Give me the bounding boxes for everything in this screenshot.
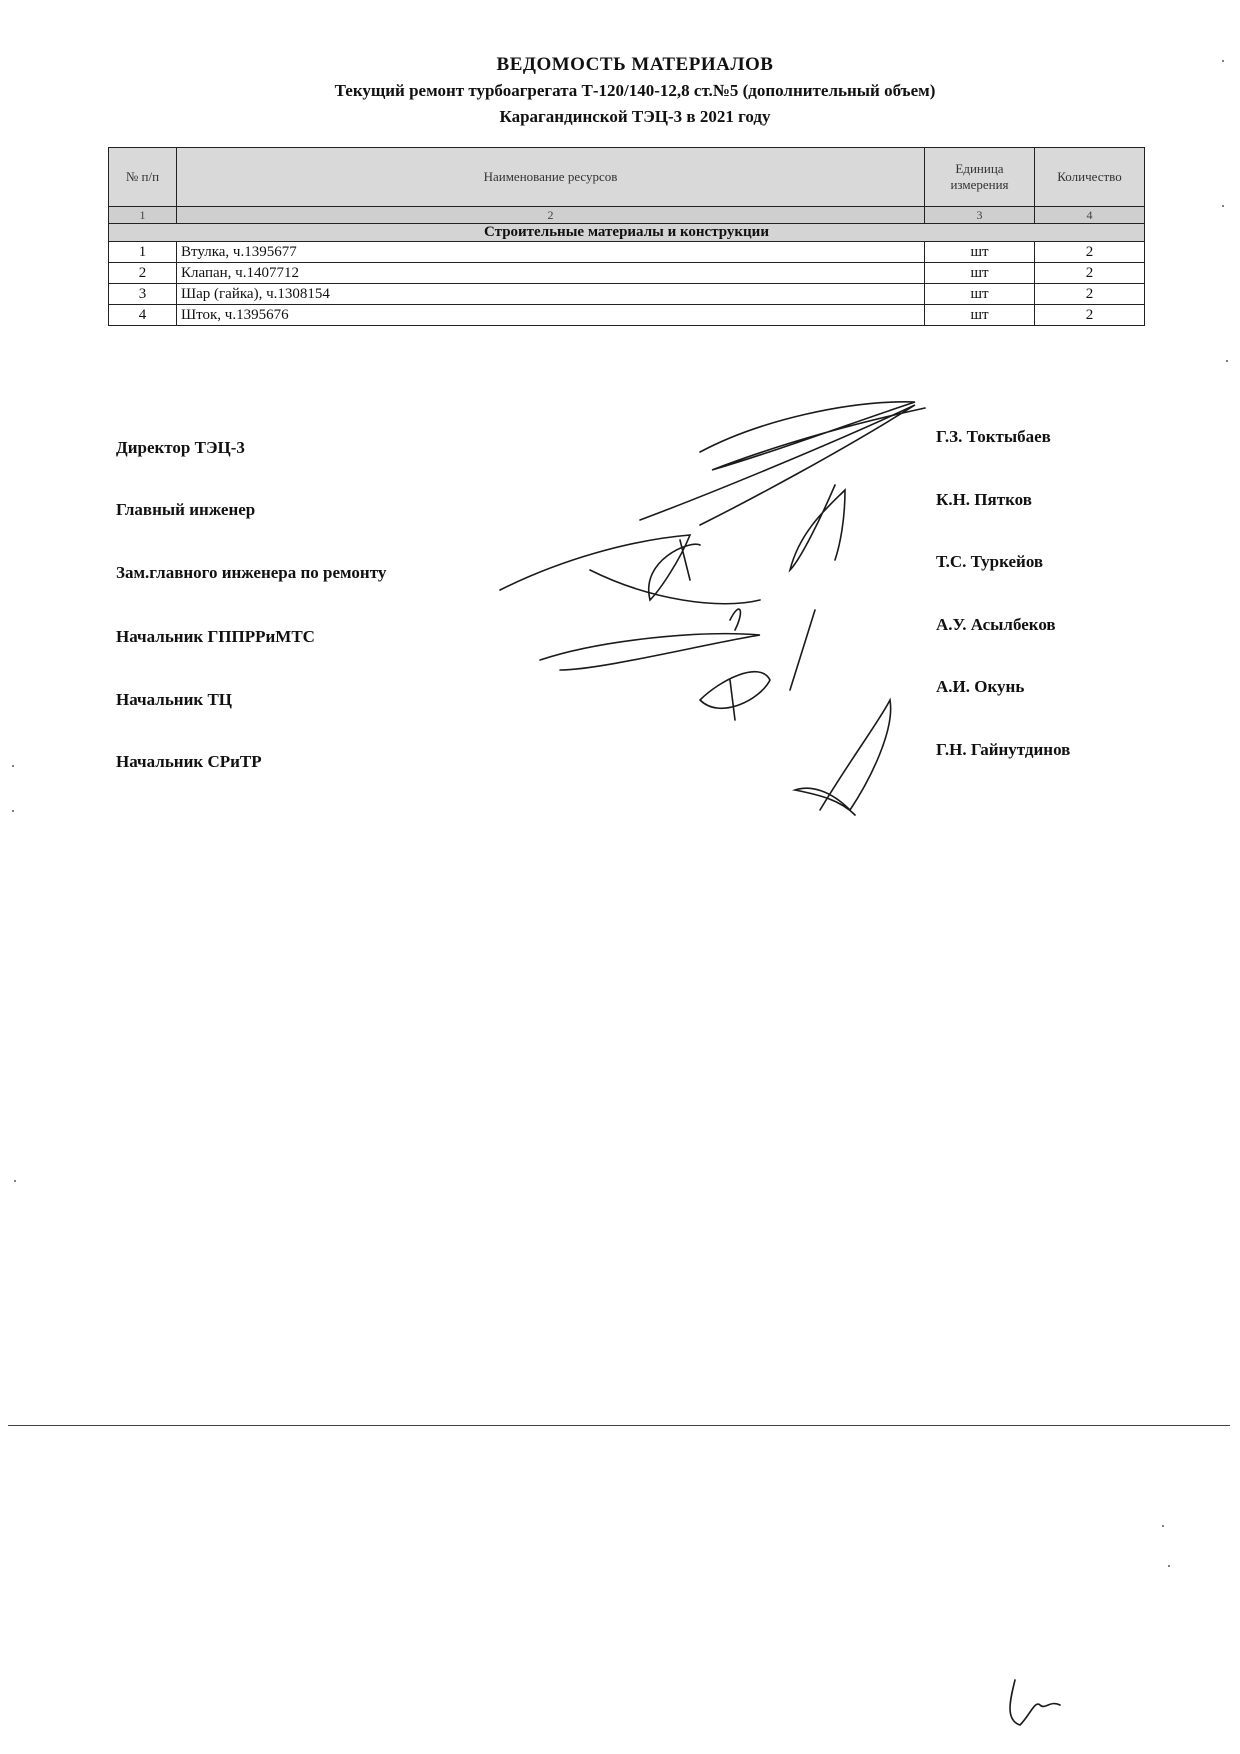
header-qty: Количество (1035, 148, 1145, 207)
row-qty: 2 (1035, 305, 1145, 326)
header-name: Наименование ресурсов (177, 148, 925, 207)
row-unit: шт (925, 242, 1035, 263)
colnum-3: 3 (925, 207, 1035, 224)
document-subtitle-1: Текущий ремонт турбоагрегата Т-120/140-12,8 ст.№5 (дополнительный объем) (334, 81, 936, 100)
colnum-2: 2 (177, 207, 925, 224)
scan-speck (1162, 1525, 1164, 1527)
row-num: 3 (109, 284, 177, 305)
signatory-name: К.Н. Пятков (936, 490, 1032, 509)
signatory-title: Начальник ТЦ (116, 690, 233, 709)
scan-speck (1168, 1565, 1170, 1567)
header-num: № п/п (109, 148, 177, 207)
signature-director-2 (640, 405, 915, 525)
row-num: 1 (109, 242, 177, 263)
row-num: 2 (109, 263, 177, 284)
scan-speck (1222, 205, 1224, 207)
section-row (109, 224, 1145, 242)
signature-deputy-2 (590, 570, 760, 604)
signatory-name: Т.С. Туркейов (936, 552, 1044, 571)
signatory-title: Главный инженер (116, 500, 256, 519)
title-block (0, 52, 1240, 130)
row-unit: шт (925, 305, 1035, 326)
signatory-name: А.У. Асылбеков (936, 615, 1056, 634)
signatory-title: Зам.главного инженера по ремонту (116, 563, 387, 582)
colnum-1: 1 (109, 207, 177, 224)
table-header-row (109, 148, 1145, 207)
row-name: Втулка, ч.1395677 (177, 242, 925, 263)
row-unit: шт (925, 263, 1035, 284)
page-divider (8, 1425, 1230, 1426)
signatory-name: Г.Н. Гайнутдинов (936, 740, 1071, 759)
signatory-title: Начальник ГППРРиМТС (116, 627, 315, 646)
colnum-4: 4 (1035, 207, 1145, 224)
signatory-name: Г.З. Токтыбаев (936, 427, 1051, 446)
signature-critr (795, 700, 891, 815)
signature-chief-engineer (790, 485, 845, 570)
row-name: Клапан, ч.1407712 (177, 263, 925, 284)
row-unit: шт (925, 284, 1035, 305)
row-name: Шток, ч.1395676 (177, 305, 925, 326)
document-title: ВЕДОМОСТЬ МАТЕРИАЛОВ (496, 54, 774, 75)
column-number-row (109, 207, 1145, 224)
row-name: Шар (гайка), ч.1308154 (177, 284, 925, 305)
table-row (109, 284, 1145, 305)
signature-director (700, 402, 925, 470)
table-row (109, 242, 1145, 263)
signature-deputy (500, 535, 700, 600)
row-qty: 2 (1035, 242, 1145, 263)
signature-tc (700, 610, 815, 720)
signatory-title: Директор ТЭЦ-3 (116, 438, 245, 457)
row-qty: 2 (1035, 284, 1145, 305)
scan-speck (12, 810, 14, 812)
signature-gpprr (540, 609, 760, 670)
header-unit: Единица измерения (925, 148, 1035, 207)
initials-mark (1010, 1680, 1060, 1725)
section-title: Строительные материалы и конструкции (109, 224, 1145, 242)
scan-speck (12, 765, 14, 767)
document-subtitle-2: Карагандинской ТЭЦ-3 в 2021 году (499, 107, 771, 126)
signatory-name: А.И. Окунь (936, 677, 1025, 696)
scan-speck (1222, 60, 1224, 62)
row-num: 4 (109, 305, 177, 326)
scan-speck (1226, 360, 1228, 362)
signatory-title: Начальник СРиТР (116, 752, 262, 771)
row-qty: 2 (1035, 263, 1145, 284)
table-row (109, 305, 1145, 326)
materials-table (108, 147, 1145, 326)
table-row (109, 263, 1145, 284)
scan-speck (14, 1180, 16, 1182)
